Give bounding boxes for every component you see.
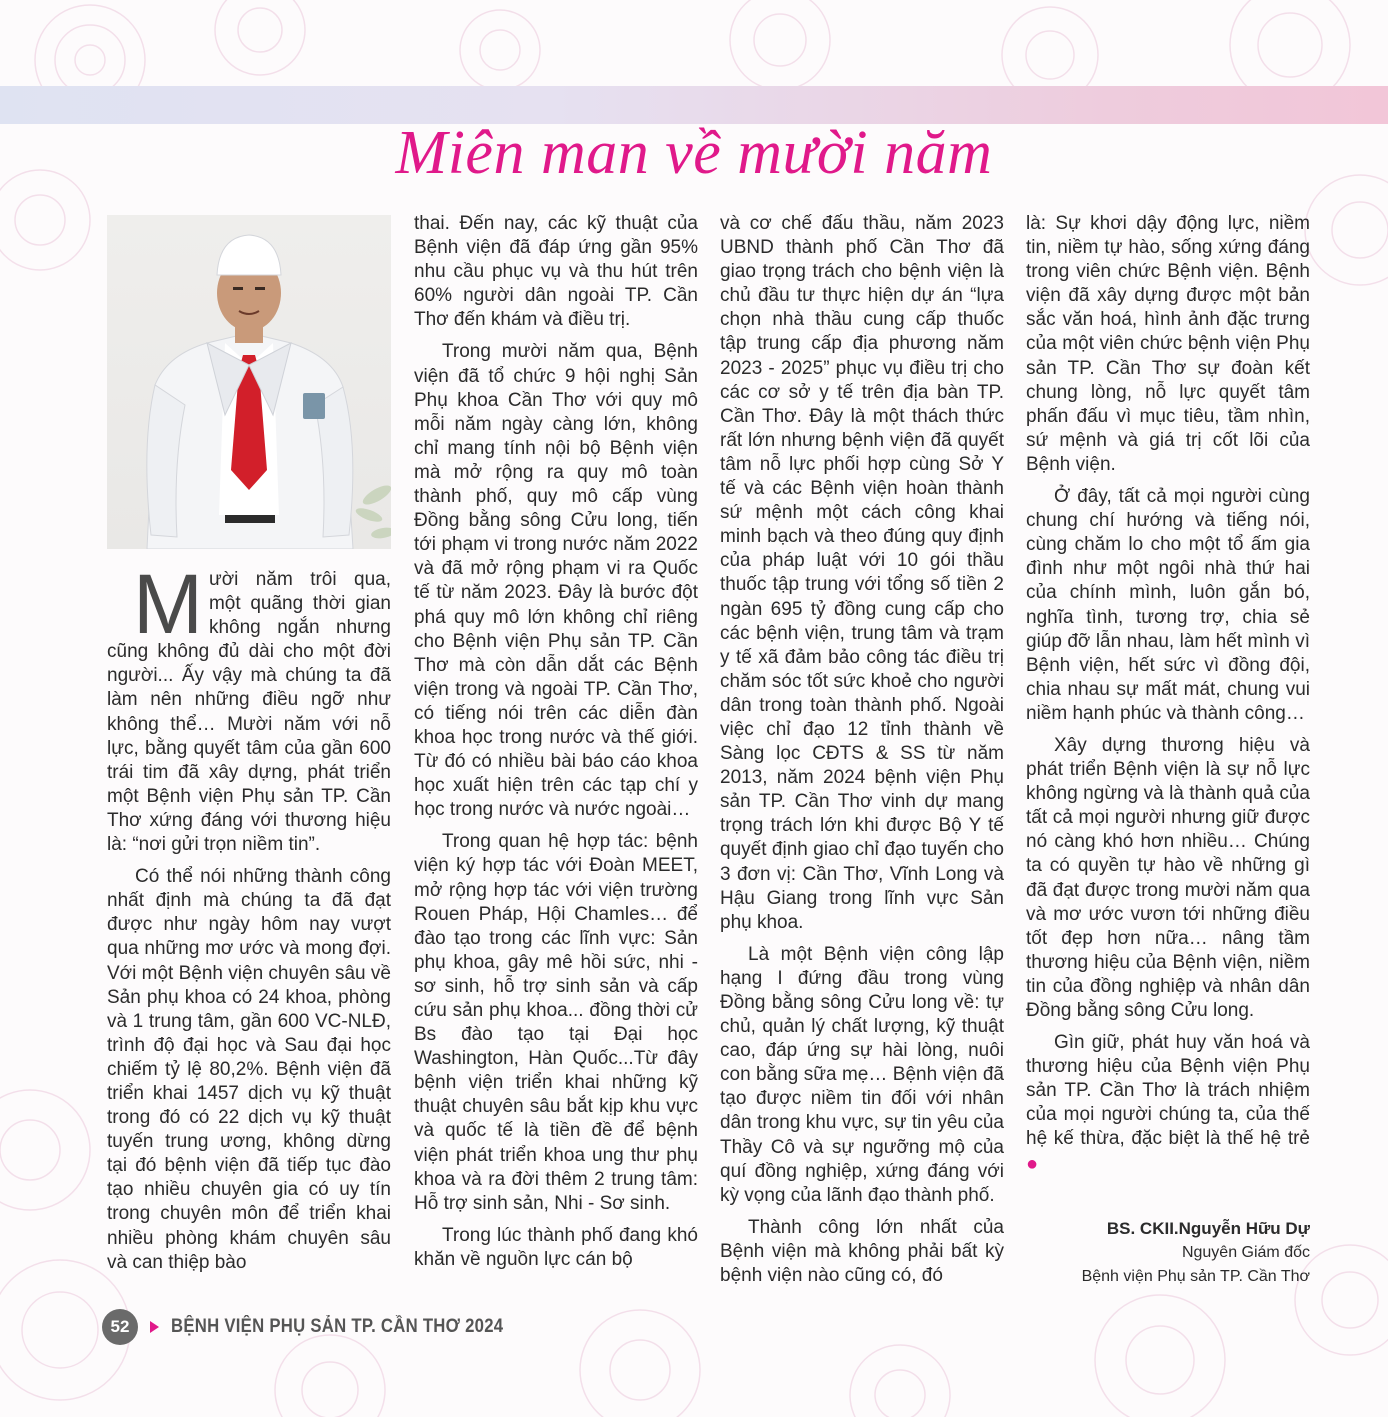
author-photo (107, 215, 391, 549)
author-signature (1026, 1217, 1310, 1289)
paragraph: Trong mười năm qua, Bệnh viện đã tổ chức 9 hội nghị Sản Phụ khoa Cần Thơ với quy mô mỗi năm ngày càng lớn, không chỉ mang tính nội bộ Bệnh viện mà mở rộng ra quy mô toàn thành phố, quy mô cấp vùng Đồng bằng sông Cửu long, tiến tới phạm vi trong nước năm 2022 và đã mở rộng phạm vi ra Quốc tế từ năm 2023. Đây là bước đột phá quy mô lớn không chỉ riêng cho Bệnh viện Phụ sản TP. Cần Thơ mà còn dẫn dắt các Bệnh viện trong và ngoài TP. Cần Thơ, có tiếng nói trên các diễn đàn khoa học trong nước và thế giới. Từ đó có nhiều bài báo cáo khoa học xuất hiện trên các tạp chí y học trong nước và nước ngoài… (414, 341, 698, 821)
column-1 (107, 557, 391, 1283)
drop-cap: M (133, 557, 203, 651)
paragraph: Trong lúc thành phố đang khó khăn về nguồn lực cán bộ (414, 1224, 698, 1270)
page-number: 52 (102, 1309, 138, 1345)
column-2 (414, 212, 698, 1280)
closing-text: Gìn giữ, phát huy văn hoá và thương hiệu của Bệnh viện Phụ sản TP. Cần Thơ là trách nhiệm của mọi người chúng ta, của thế hệ kế thừa, đặc biệt là thế hệ trẻ (1026, 1032, 1310, 1150)
column-3 (720, 212, 1004, 1296)
page-footer (102, 1309, 549, 1345)
intro-text: ười năm trôi qua, một quãng thời gian không ngắn nhưng cũng không đủ dài cho một đời người... Ấy vậy mà chúng ta đã làm nên những điều ngỡ như không thể… Mười năm với nỗ lực, bằng quyết tâm của gần 600 trái tim đã xây dựng, phát triển một Bệnh viện Phụ sản TP. Cần Thơ xứng đáng với thương hiệu là: “nơi gửi trọn niềm tin”. (107, 569, 391, 856)
paragraph: Thành công lớn nhất của Bệnh viện mà không phải bất kỳ bệnh viện nào cũng có, đó (720, 1216, 1004, 1287)
paragraph: Ở đây, tất cả mọi người cùng chung chí hướng và tiếng nói, cùng chăm lo cho một tổ ấm gia đình như một ngôi nhà thứ hai của chính mình, luôn gắn bó, nghĩa tình, tương trợ, chia sẻ giúp đỡ lẫn nhau, làm hết mình vì Bệnh viện, hết sức vì đồng đội, chia nhau sự mất mát, chung vui niềm hạnh phúc và thành công… (1026, 486, 1310, 724)
column-4 (1026, 212, 1310, 1185)
triangle-right-icon (150, 1321, 159, 1333)
author-name: BS. CKII.Nguyễn Hữu Dự (1106, 1219, 1310, 1238)
paragraph: và cơ chế đấu thầu, năm 2023 UBND thành phố Cần Thơ đã giao trọng trách cho bệnh viện là chủ đầu tư thực hiện dự án “lựa chọn nhà thầu cung cấp thuốc tập trung cấp địa phương năm 2023 - 2025” phục vụ điều trị cho các cơ sở y tế trên địa bàn TP. Cần Thơ. Đây là một thách thức rất lớn nhưng bệnh viện đã quyết tâm nỗ lực phối hợp cùng Sở Y tế và các Bệnh viện hoàn thành sứ mệnh một cách công khai minh bạch và theo đúng quy định của pháp luật với 10 gói thầu thuốc tập trung với tổng số tiền 2 ngàn 695 tỷ đồng cung cấp cho các bệnh viện, trung tâm và trạm y tế xã đảm bảo công tác điều trị chăm sóc tốt sức khoẻ cho người dân trong toàn thành phố. Ngoài việc chỉ đạo 12 tỉnh thành về Sàng lọc CĐTS & SS từ năm 2013, năm 2024 bệnh viện Phụ sản TP. Cần Thơ vinh dự mang trọng trách lớn khi được Bộ Y tế quyết định giao chỉ đạo tuyến cho 3 đơn vị: Cần Thơ, Vĩnh Long và Hậu Giang trong lĩnh vực Sản phụ khoa. (720, 213, 1004, 933)
end-mark-icon: ● (1026, 1152, 1039, 1175)
paragraph: Trong quan hệ hợp tác: bệnh viện ký hợp tác với Đoàn MEET, mở rộng hợp tác với viện trường Rouen Pháp, Hội Chamles… để đào tạo trong các lĩnh vực: Sản phụ khoa, gây mê hồi sức, nhi - sơ sinh, hỗ trợ sinh sản và cấp cứu sản phụ khoa... đồng thời cử Bs đào tạo tại Đại học Washington, Hàn Quốc...Từ đây bệnh viện triển khai những kỹ thuật chuyên sâu bắt kịp khu vực và quốc tế là tiền đề để bệnh viện phát triển khoa ung thư phụ khoa và ra đời thêm 2 trung tâm: Hỗ trợ sinh sản, Nhi - Sơ sinh. (414, 831, 698, 1214)
doctor-portrait-illustration (107, 215, 391, 549)
paragraph: Xây dựng thương hiệu và phát triển Bệnh viện là sự nỗ lực không ngừng và là thành quả của tất cả mọi người nhưng giữ được nó càng khó hơn nhiều… Chúng ta có quyền tự hào về những gì đã đạt được trong mười năm qua và mơ ước vươn tới những điều tốt đẹp hơn nữa… nâng tầm thương hiệu của Bệnh viện, niềm tin của đồng nghiệp và nhân dân Đồng bằng sông Cửu long. (1026, 734, 1310, 1021)
author-role: Nguyên Giám đốc (1181, 1244, 1310, 1261)
paragraph: Có thể nói những thành công nhất định mà chúng ta đã đạt được như ngày hôm nay vượt qua những mơ ước và mong đợi. Với một Bệnh viện chuyên sâu về Sản phụ khoa có 24 khoa, phòng và 1 trung tâm, gần 600 VC-NLĐ, trình độ đại học và Sau đại học chiếm tỷ lệ 80,2%. Bệnh viện đã triển khai 1457 dịch vụ kỹ thuật trong đó có 22 dịch vụ kỹ thuật tuyến trung ương, không dừng tại đó bệnh viện đã tiếp tục đào tạo nhiều chuyên gia có uy tín trong chuyên môn để triển khai nhiều phòng khám chuyên sâu và can thiệp bào (107, 866, 391, 1273)
closing-paragraph (1026, 1031, 1310, 1177)
paragraph: là: Sự khơi dậy động lực, niềm tin, niềm tự hào, sống xứng đáng trong viên chức Bệnh viện. Bệnh viện đã xây dựng được một bản sắc văn hoá, hình ảnh đặc trưng của một viên chức bệnh viện Phụ sản TP. Cần Thơ sự đoàn kết chung lòng, nỗ lực quyết tâm phấn đấu vì mục tiêu, tầm nhìn, sứ mệnh và giá trị cốt lõi của Bệnh viện. (1026, 213, 1310, 475)
paragraph: Là một Bệnh viện công lập hạng I đứng đầu trong vùng Đồng bằng sông Cửu long về: tự chủ, quản lý chất lượng, kỹ thuật cao, đáp ứng sự hài lòng, nuôi con bằng sữa mẹ… Bệnh viện đã tạo được niềm tin đối với nhân dân trong khu vực, sự tin yêu của Thầy Cô và sự ngưỡng mộ của quí đồng nghiệp, xứng đáng với kỳ vọng của lãnh đạo thành phố. (720, 943, 1004, 1206)
paragraph: thai. Đến nay, các kỹ thuật của Bệnh viện đã đáp ứng gần 95% nhu cầu phục vụ và thu hút trên 60% người dân ngoài TP. Cần Thơ đến khám và điều trị. (414, 213, 698, 331)
author-organization: Bệnh viện Phụ sản TP. Cần Thơ (1081, 1268, 1310, 1285)
intro-paragraph (107, 557, 391, 857)
publication-name: BỆNH VIỆN PHỤ SẢN TP. CẦN THƠ 2024 (171, 1316, 504, 1337)
article-title: Miên man về mười năm (395, 119, 993, 187)
